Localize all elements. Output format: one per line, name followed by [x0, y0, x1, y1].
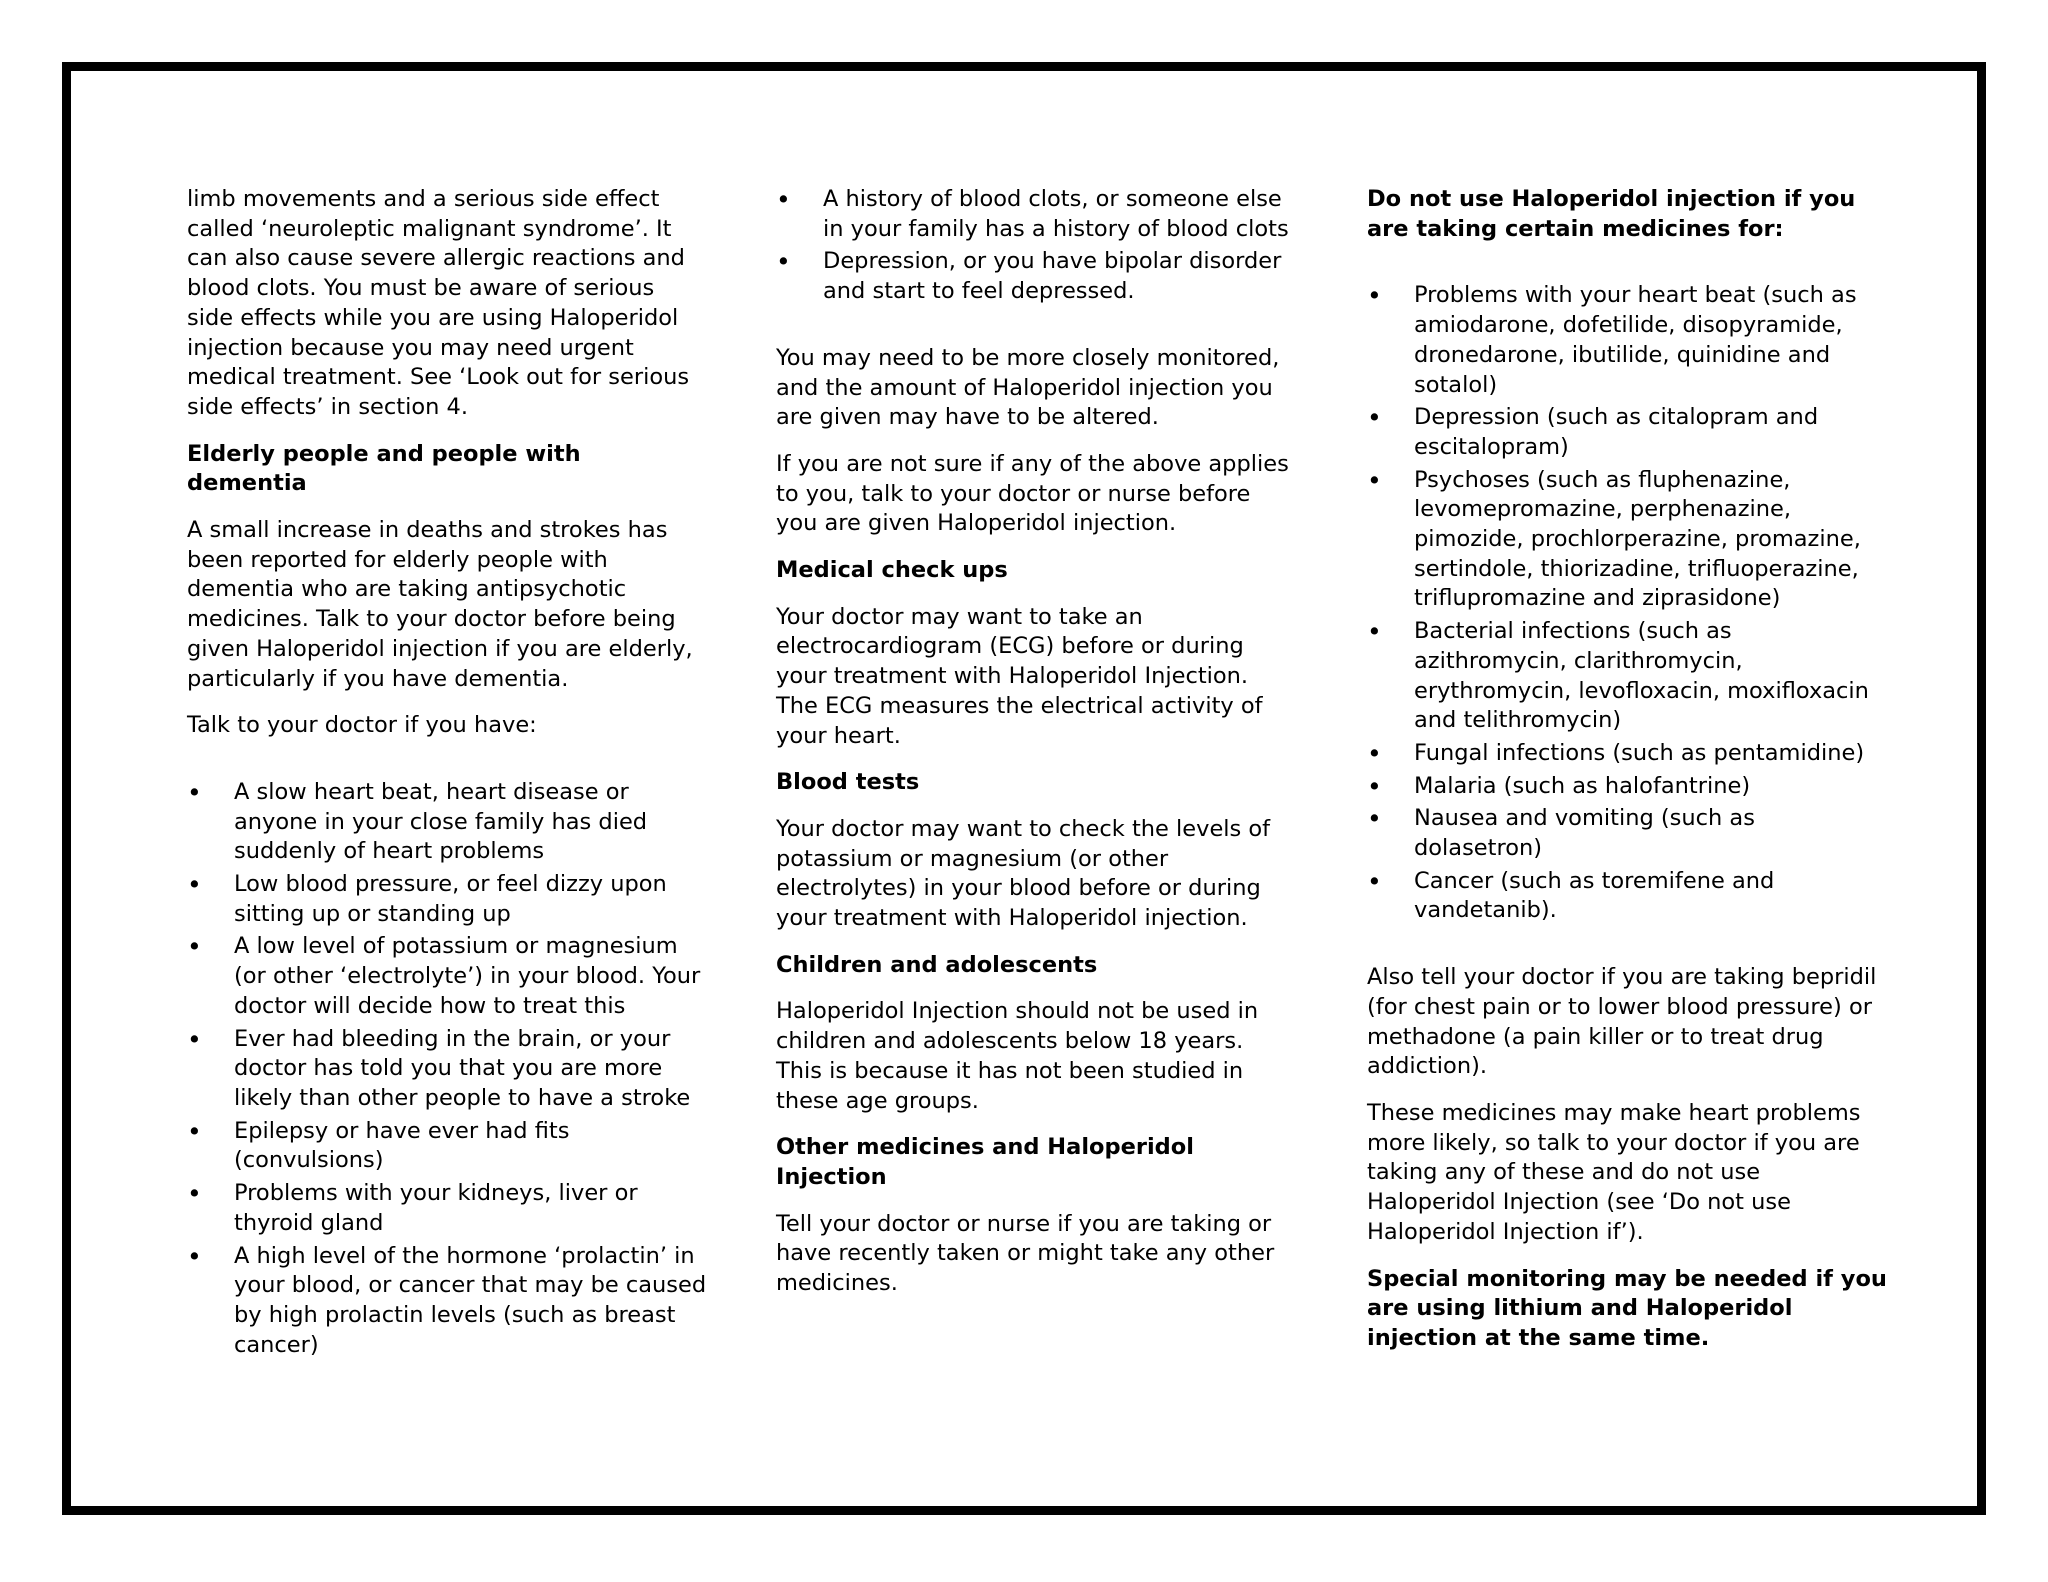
talk-intro: Talk to your doctor if you have: [187, 712, 537, 739]
list-item: • Nausea and vomiting (such as dolasetron) [1367, 804, 1887, 863]
column-left [187, 185, 707, 1397]
medicines-list [1367, 281, 1887, 926]
elderly-paragraph: A small increase in deaths and strokes has been reported for elderly people with dementia who are taking antipsychotic medicines. Talk to your doctor before being given Haloperidol injection if you are elderly, particularly if you have dementia. [187, 517, 693, 692]
column-right [1367, 185, 1887, 1371]
list-item: • Malaria (such as halofantrine) [1367, 772, 1887, 802]
list-item: • Problems with your heart beat (such as amiodarone, dofetilide, disopyramide, dronedarone, ibutilide, quinidine and sotalol) [1367, 281, 1887, 400]
list-item: • Low blood pressure, or feel dizzy upon sitting up or standing up [187, 870, 707, 929]
checkups-heading: Medical check ups [776, 557, 1008, 584]
monitor-paragraph: You may need to be more closely monitored, and the amount of Haloperidol injection you are given may have to be altered. [776, 344, 1280, 431]
list-item: • Problems with your kidneys, liver or thyroid gland [187, 1179, 707, 1238]
list-item: • A low level of potassium or magnesium (or other ‘electrolyte’) in your blood. Your doctor will decide how to treat this [187, 932, 707, 1021]
list-item: • Psychoses (such as fluphenazine, levomepromazine, perphenazine, pimozide, prochlorperazine, promazine, sertindole, thiorizadine, trifluoperazine, triflupromazine and ziprasidone) [1367, 466, 1887, 615]
other-medicines-heading: Other medicines and Haloperidol Injection [776, 1134, 1194, 1190]
children-paragraph: Haloperidol Injection should not be used in children and adolescents below 18 years. This is because it has not been studied in these age groups. [776, 998, 1259, 1114]
do-not-use-heading: Do not use Haloperidol injection if you are taking certain medicines for: [1367, 186, 1856, 242]
list-item: • A slow heart beat, heart disease or anyone in your close family has died suddenly of heart problems [187, 778, 707, 867]
these-medicines-paragraph: These medicines may make heart problems more likely, so talk to your doctor if you are taking any of these and do not use Haloperidol Injection (see ‘Do not use Haloperidol Injection if’). [1367, 1099, 1861, 1245]
other-medicines-paragraph: Tell your doctor or nurse if you are taking or have recently taken or might take any other medicines. [776, 1210, 1275, 1297]
conditions-list [187, 778, 707, 1360]
intro-paragraph: limb movements and a serious side effect called ‘neuroleptic malignant syndrome’. It can also cause severe allergic reactions and blood clots. You must be aware of serious side effects while you are using Haloperidol injection because you may need urgent medical treatment. See ‘Look out for serious side effects’ in section 4. [187, 186, 690, 420]
unsure-paragraph: If you are not sure if any of the above applies to you, talk to your doctor or nurse before you are given Haloperidol injection. [776, 450, 1289, 537]
list-item: • A high level of the hormone ‘prolactin’ in your blood, or cancer that may be caused by high prolactin levels (such as breast cancer) [187, 1242, 707, 1361]
also-tell-paragraph: Also tell your doctor if you are taking bepridil (for chest pain or to lower blood pressure) or methadone (a pain killer or to treat drug addiction). [1367, 964, 1877, 1080]
conditions-list-continued [776, 185, 1296, 307]
list-item: • A history of blood clots, or someone else in your family has a history of blood clots [776, 185, 1296, 244]
blood-tests-paragraph: Your doctor may want to check the levels of potassium or magnesium (or other electrolytes) in your blood before or during your treatment with Haloperidol injection. [776, 815, 1271, 932]
list-item: • Depression, or you have bipolar disorder and start to feel depressed. [776, 247, 1296, 306]
list-item: • Ever had bleeding in the brain, or your doctor has told you that you are more likely than other people to have a stroke [187, 1025, 707, 1114]
elderly-heading: Elderly people and people with dementia [187, 440, 581, 497]
blood-tests-heading: Blood tests [776, 769, 920, 796]
checkups-paragraph: Your doctor may want to take an electrocardiogram (ECG) before or during your treatment with Haloperidol Injection. The ECG measures the electrical activity of your heart. [776, 603, 1263, 749]
list-item: • Depression (such as citalopram and escitalopram) [1367, 403, 1887, 462]
list-item: • Epilepsy or have ever had fits (convulsions) [187, 1117, 707, 1176]
list-item: • Bacterial infections (such as azithromycin, clarithromycin, erythromycin, levofloxacin, moxifloxacin and telithromycin) [1367, 617, 1887, 736]
column-middle [776, 185, 1296, 1316]
list-item: • Fungal infections (such as pentamidine) [1367, 739, 1887, 769]
list-item: • Cancer (such as toremifene and vandetanib). [1367, 867, 1887, 926]
special-monitoring-paragraph: Special monitoring may be needed if you are using lithium and Haloperidol injection at the same time. [1367, 1265, 1887, 1351]
children-heading: Children and adolescents [776, 951, 1098, 978]
